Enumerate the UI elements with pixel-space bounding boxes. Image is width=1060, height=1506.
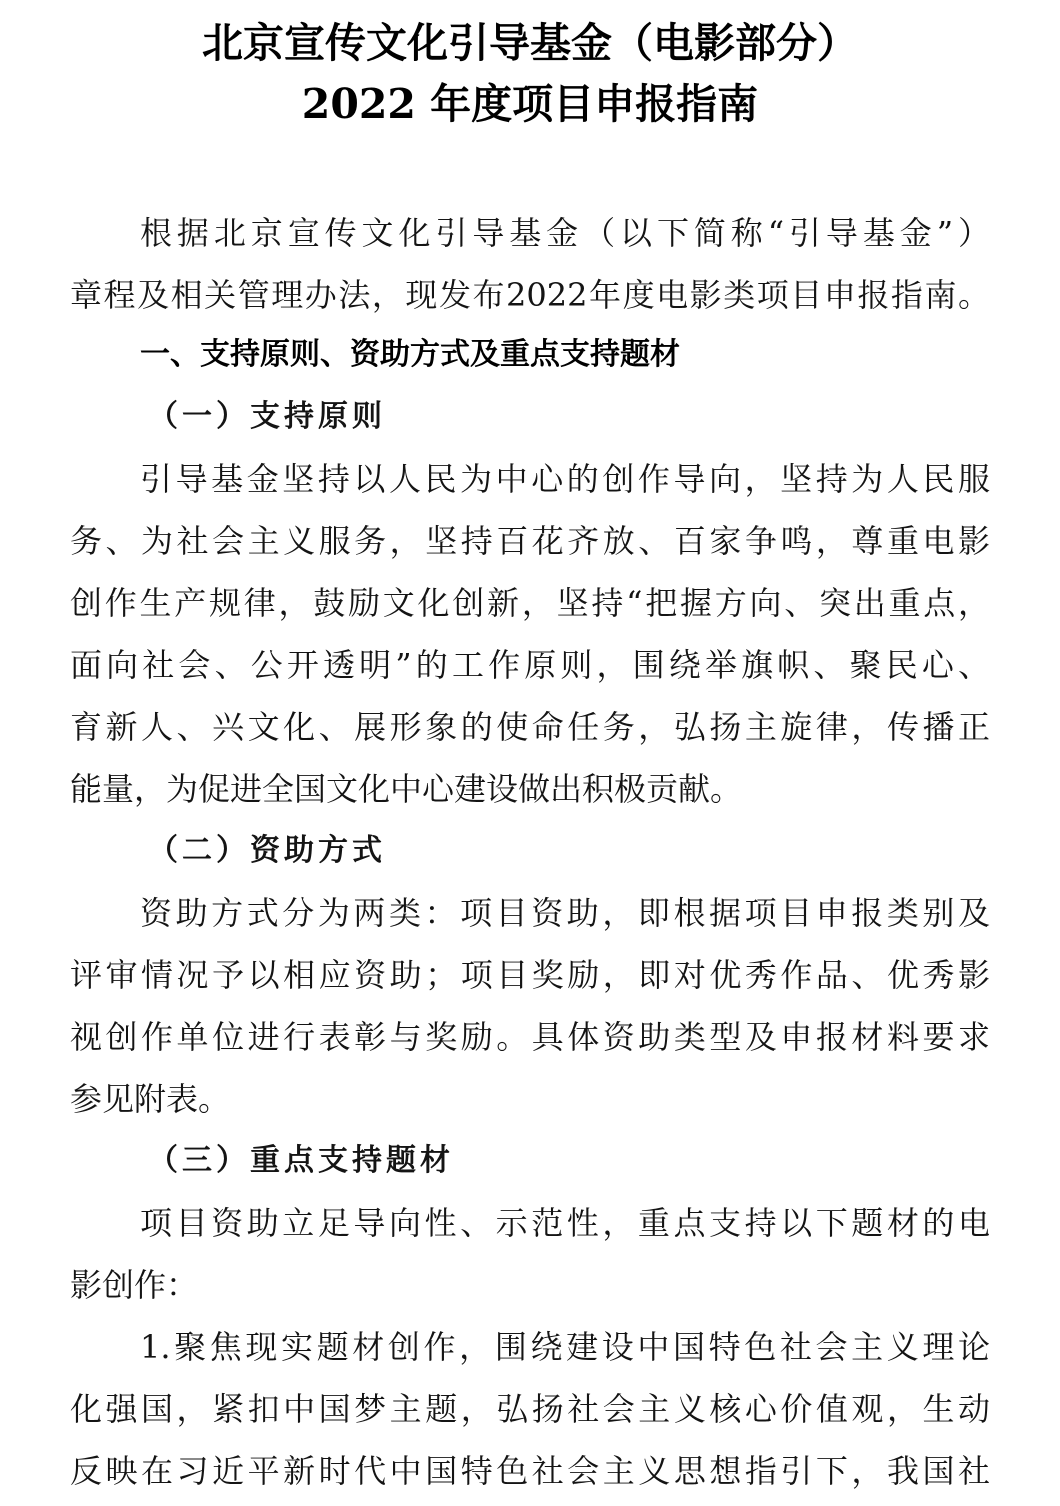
document-title-line-2: 2022 年度项目申报指南 [301, 80, 759, 128]
section-1-heading: 一、支持原则、资助方式及重点支持题材 [140, 337, 680, 372]
subsection-1-line-2: 务、为社会主义服务，坚持百花齐放、百家争鸣，尊重电影 [70, 522, 990, 560]
subsection-2-line-4: 参见附表。 [70, 1080, 231, 1118]
intro-line-2: 章程及相关管理办法，现发布2022年度电影类项目申报指南。 [70, 276, 990, 314]
subsection-1-heading: （一）支持原则 [148, 399, 386, 434]
intro-line-1: 根据北京宣传文化引导基金（以下简称“引导基金”） [140, 214, 990, 252]
subsection-2-line-3: 视创作单位进行表彰与奖励。具体资助类型及申报材料要求 [70, 1018, 990, 1056]
subsection-1-line-1: 引导基金坚持以人民为中心的创作导向，坚持为人民服 [140, 460, 990, 498]
subsection-1-line-6: 能量，为促进全国文化中心建设做出积极贡献。 [70, 770, 743, 808]
subsection-1-line-3: 创作生产规律，鼓励文化创新，坚持“把握方向、突出重点， [70, 584, 990, 622]
subsection-2-line-2: 评审情况予以相应资助；项目奖励，即对优秀作品、优秀影 [70, 956, 990, 994]
subsection-2-line-1: 资助方式分为两类：项目资助，即根据项目申报类别及 [140, 894, 990, 932]
subsection-1-line-4: 面向社会、公开透明”的工作原则，围绕举旗帜、聚民心、 [70, 646, 990, 684]
item-1-line-2: 化强国，紧扣中国梦主题，弘扬社会主义核心价值观，生动 [70, 1390, 990, 1428]
subsection-2-heading: （二）资助方式 [148, 833, 386, 868]
subsection-3-heading: （三）重点支持题材 [148, 1143, 454, 1178]
subsection-1-line-5: 育新人、兴文化、展形象的使命任务，弘扬主旋律，传播正 [70, 708, 990, 746]
subsection-3-line-2: 影创作： [70, 1266, 199, 1304]
item-1-line-3: 反映在习近平新时代中国特色社会主义思想指引下，我国社 [70, 1452, 990, 1490]
document-title-line-1: 北京宣传文化引导基金（电影部分） [202, 19, 858, 67]
subsection-3-line-1: 项目资助立足导向性、示范性，重点支持以下题材的电 [140, 1204, 990, 1242]
item-1-line-1: 1.聚焦现实题材创作，围绕建设中国特色社会主义理论 [140, 1328, 990, 1366]
